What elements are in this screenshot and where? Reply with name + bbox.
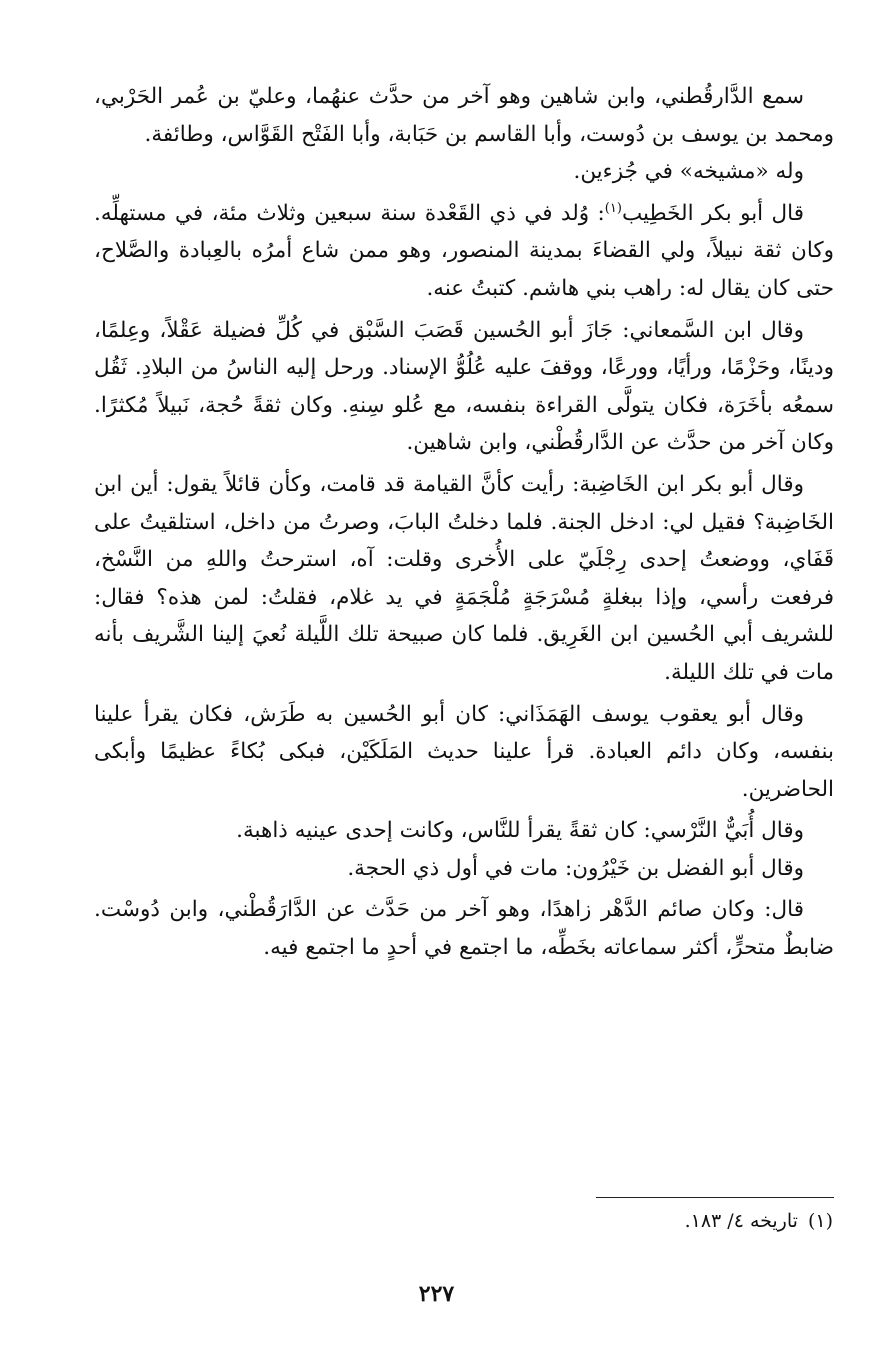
paragraph-7: وقال أُبَيٌّ النَّرْسي: كان ثقةً يقرأ للنَّاس، وكانت إحدى عينيه ذاهبة. xyxy=(236,818,804,844)
paragraph-1: سمع الدَّارقُطني، وابن شاهين وهو آخر من حدَّث عنهُما، وعليّ بن عُمر الحَرْبي، ومحمد بن يوسف بن دُوست، وأبا القاسم بن حَبَابة، وأبا الفَتْح القَوَّاس، وطائفة. xyxy=(94,84,834,147)
paragraph-2: وله «مشيخه» في جُزءين. xyxy=(573,159,804,185)
footnote-number: (١) xyxy=(807,1210,833,1232)
paragraph-4: وقال ابن السَّمعاني: جَازَ أبو الحُسين قَصَبَ السَّبْق في كُلِّ فضيلة عَقْلاً، وعِلمًا، ودينًا، وحَزْمًا، ورأيًا، وورعًا، ووقفَ عليه عُلُوُّ الإسناد. ورحل إليه الناسُ من البلادِ. ثَقُل سمعُه بأخَرَة، فكان يتولَّى القراءة بنفسه، مع عُلو سِنهِ. وكان ثقةً حُجة، نَبيلاً مُكثرًا. وكان آخر من حدَّث عن الدَّارقُطْني، وابن شاهين. xyxy=(94,317,834,456)
paragraph-3-before-note: قال أبو بكر الخَطِيب xyxy=(621,200,804,226)
footnote-divider xyxy=(596,1197,834,1198)
footnote xyxy=(93,1206,833,1236)
page-number: ٢٢٧ xyxy=(418,1281,455,1307)
paragraph-5: وقال أبو بكر ابن الخَاضِبة: رأيت كأنَّ القيامة قد قامت، وكأن قائلاً يقول: أين ابن الخَاضِبة؟ فقيل لي: ادخل الجنة. فلما دخلتُ البابَ، وصرتُ من داخل، استلقيتُ على قَفَاي، ووضعتُ إحدى رِجْلَيّ على الأُخرى وقلت: آه، استرحتُ واللهِ من النَّسْخ، فرفعت رأسي، وإذا ببغلةٍ مُسْرَجَةٍ مُلْجَمَةٍ في يد غلام، فقلتُ: لمن هذه؟ فقال: للشريف أبي الحُسين ابن الغَرِيق. فلما كان صبيحة تلك اللَّيلة نُعيَ إلينا الشَّريف بأنه مات في تلك الليلة. xyxy=(94,471,834,685)
paragraph-3 xyxy=(94,195,834,308)
paragraph-8: وقال أبو الفضل بن خَيْرُون: مات في أول ذي الحجة. xyxy=(347,855,804,881)
footnote-text: تاريخه ٤/ ١٨٣. xyxy=(684,1210,798,1232)
footnote-reference[interactable]: (١) xyxy=(604,200,622,216)
main-text xyxy=(94,78,834,967)
paragraph-9: قال: وكان صائم الدَّهْر زاهدًا، وهو آخر من حَدَّث عن الدَّارَقُطْني، وابن دُوسْت. ضابطٌ متحرٍّ، أكثر سماعاته بخَطِّه، ما اجتمع في أحدٍ ما اجتمع فيه. xyxy=(94,897,834,961)
paragraph-3-after-note: : وُلد في ذي القَعْدة سنة سبعين وثلاث مئة، في مستهلِّه. وكان ثقة نبيلاً، ولي القضاءَ بمدينة المنصور، وهو ممن شاع أمرُه بالعِبادة والصَّلاح، حتى كان يقال له: راهب بني هاشم. كتبتُ عنه. xyxy=(94,200,834,301)
paragraph-6: وقال أبو يعقوب يوسف الهَمَذَاني: كان أبو الحُسين به طَرَش، فكان يقرأ علينا بنفسه، وكان دائم العبادة. قرأ علينا حديث المَلَكَيْن، فبكى بُكاءً عظيمًا وأبكى الحاضرين. xyxy=(94,701,834,802)
